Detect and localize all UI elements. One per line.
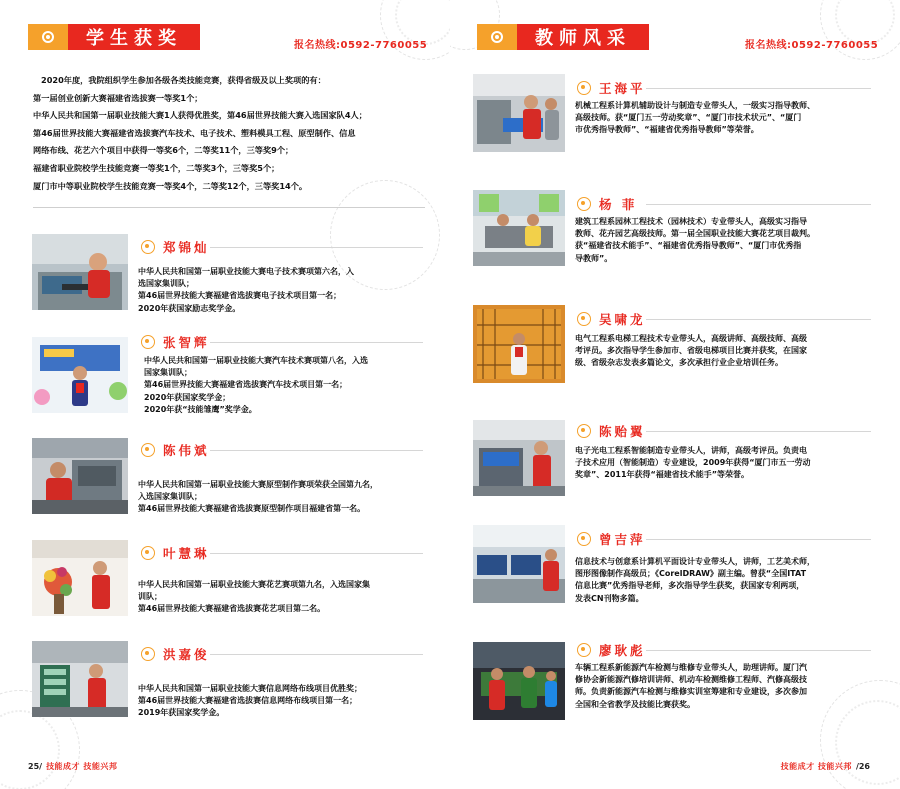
target-icon <box>577 197 591 211</box>
header-target-icon <box>477 24 517 50</box>
teacher-description <box>575 100 815 137</box>
teacher-photo <box>473 642 565 720</box>
teacher-description <box>575 445 811 482</box>
teacher-name: 王海平 <box>599 81 646 96</box>
teacher-name: 陈贻翼 <box>599 424 646 439</box>
description-line: 子技术应用（智能制造）专业建设，2009年获得“厦门市五一劳动 <box>575 458 811 468</box>
teacher-name-row <box>577 642 646 658</box>
intro-line: 福建省职业院校学生技能竞赛一等奖1个，二等奖3个，三等奖5个； <box>33 162 280 173</box>
intro-line: 中华人民共和国第一届职业技能大赛1人获得优胜奖，第46届世界技能大赛入选国家队4人； <box>33 110 367 121</box>
description-line: 选国家集训队； <box>138 279 194 289</box>
description-line: 2020年获“技能雏鹰”奖学金。 <box>144 404 257 414</box>
right-page <box>450 0 900 789</box>
name-underline <box>646 319 871 320</box>
name-underline <box>210 450 423 451</box>
description-line: 中华人民共和国第一届职业技能大赛信息网络布线项目优胜奖； <box>138 684 362 693</box>
description-line: 中华人民共和国第一届职业技能大赛电子技术赛项第六名，入 <box>138 267 354 276</box>
description-line: 中华人民共和国第一届职业技能大赛花艺赛项第九名，入选国家集 <box>138 580 370 589</box>
student-photo <box>32 234 128 310</box>
name-underline <box>210 654 423 655</box>
name-underline <box>210 342 423 343</box>
target-icon <box>141 647 155 661</box>
target-icon <box>141 335 155 349</box>
header-target-icon <box>28 24 68 50</box>
target-icon <box>141 443 155 457</box>
description-line: 级、省级杂志发表多篇论文，多次承担行业企业培训任务。 <box>575 358 783 368</box>
student-name-row <box>141 646 210 662</box>
page-footer-right <box>781 761 870 772</box>
student-name: 郑锦灿 <box>163 240 210 255</box>
student-description <box>144 355 368 416</box>
description-line: 考评员。多次指导学生参加市、省级电梯项目比赛并获奖，在国家 <box>575 346 807 356</box>
description-line: 第46届世界技能大赛福建省选拔赛汽车技术项目第一名； <box>144 380 348 390</box>
intro-line: 第一届创业创新大赛福建省选拔赛一等奖1个； <box>33 92 203 103</box>
target-icon <box>577 643 591 657</box>
description-line: 第46届世界技能大赛福建省选拔赛电子技术项目第一名； <box>138 291 342 301</box>
description-line: 导教师”。 <box>575 253 613 263</box>
teacher-name: 曾吉萍 <box>599 532 646 547</box>
teacher-photo <box>473 525 565 603</box>
description-line: 2020年获国家励志奖学金。 <box>138 303 241 313</box>
student-photo <box>32 438 128 514</box>
description-line: 市优秀指导教师”、“福建省优秀指导教师”等荣誉。 <box>575 125 759 135</box>
footer-slogan: 技能成才 技能兴邦 <box>780 762 852 771</box>
intro-line: 厦门市中等职业院校学生技能竞赛一等奖4个，二等奖12个，三等奖14个。 <box>33 180 308 191</box>
description-line: 电气工程系电梯工程技术专业带头人，高级讲师、高级技师、高级 <box>575 334 807 343</box>
student-name: 张智辉 <box>163 335 210 350</box>
page-number: /26 <box>855 762 870 771</box>
description-line: 信息比赛”优秀指导老师，多次指导学生获奖，获国家专利两项， <box>575 581 805 591</box>
description-line: 电子光电工程系智能制造专业带头人，讲师，高级考评员。负责电 <box>575 446 807 455</box>
intro-line: 2020年度，我院组织学生参加各级各类技能竞赛，获得省级及以上奖项的有： <box>41 75 326 85</box>
target-icon <box>577 312 591 326</box>
section-title: 教师风采 <box>517 24 649 50</box>
description-line: 中华人民共和国第一届职业技能大赛原型制作赛项荣获全国第九名， <box>138 480 378 489</box>
name-underline <box>210 553 423 554</box>
student-name: 陈伟斌 <box>163 443 210 458</box>
description-line: 训队； <box>138 592 162 602</box>
student-description <box>138 579 370 616</box>
student-description <box>138 683 362 720</box>
name-underline <box>646 204 871 205</box>
hotline: 报名热线:0592-7760055 <box>745 40 879 51</box>
student-name-row <box>141 545 210 561</box>
description-line: 图形图像制作高级员；《CorelDRAW》副主编。曾获“全国ITAT <box>575 569 807 579</box>
teacher-photo <box>473 305 565 383</box>
name-underline <box>646 539 871 540</box>
description-line: 发表CN刊物多篇。 <box>575 593 644 603</box>
student-awards-header <box>28 24 200 50</box>
target-icon <box>577 81 591 95</box>
student-photo <box>32 540 128 616</box>
page-footer-left <box>28 761 117 772</box>
target-icon <box>577 532 591 546</box>
teacher-name-row <box>577 311 646 327</box>
page-number: 25/ <box>28 762 43 771</box>
target-icon <box>141 546 155 560</box>
description-line: 全国和全省教学及技能比赛获奖。 <box>575 699 695 709</box>
teacher-showcase-header <box>477 24 649 50</box>
name-underline <box>210 247 423 248</box>
description-line: 教师、花卉园艺高级技师。第一届全国职业技能大赛花艺项目裁判。 <box>575 229 815 239</box>
teacher-description <box>575 662 807 711</box>
description-line: 车辆工程系新能源汽车检测与维修专业带头人，助理讲师。厦门汽 <box>575 663 807 672</box>
teacher-name-row <box>577 80 646 96</box>
student-name: 叶慧琳 <box>163 546 210 561</box>
student-name-row <box>141 442 210 458</box>
name-underline <box>646 431 871 432</box>
teacher-name: 吴啸龙 <box>599 312 646 327</box>
teacher-photo <box>473 74 565 152</box>
student-description <box>138 266 354 315</box>
teacher-description <box>575 556 815 605</box>
description-line: 修协会新能源汽修培训讲师、机动车检测维修工程师、汽修高级技 <box>575 675 807 685</box>
description-line: 第46届世界技能大赛福建省选拔赛花艺项目第二名。 <box>138 604 326 614</box>
teacher-photo <box>473 190 565 266</box>
name-underline <box>646 650 871 651</box>
target-icon <box>141 240 155 254</box>
awards-intro <box>33 72 429 195</box>
teacher-name-row <box>577 423 646 439</box>
footer-slogan: 技能成才 技能兴邦 <box>46 762 118 771</box>
target-icon <box>577 424 591 438</box>
description-line: 入选国家集训队； <box>138 492 202 502</box>
description-line: 师。负责新能源汽车检测与维修实训室筹建和专业建设，多次参加 <box>575 687 807 697</box>
description-line: 第46届世界技能大赛福建省选拔赛信息网络布线项目第一名； <box>138 696 358 706</box>
hotline: 报名热线:0592-7760055 <box>294 40 428 51</box>
student-name-row <box>141 239 210 255</box>
student-photo <box>32 337 128 413</box>
description-line: 高级技师。获“厦门五一劳动奖章”、“厦门市技术状元”、“厦门 <box>575 113 802 123</box>
intro-line: 第46届世界技能大赛福建省选拔赛汽车技术、电子技术、塑料模具工程、原型制作、信息 <box>33 127 356 138</box>
description-line: 国家集训队； <box>144 368 192 378</box>
description-line: 奖章”、2011年获得“福建省技术能手”等荣誉。 <box>575 470 750 480</box>
description-line: 中华人民共和国第一届职业技能大赛汽车技术赛项第八名，入选 <box>144 356 368 365</box>
student-description <box>138 479 378 516</box>
teacher-name: 廖耿彪 <box>599 643 646 658</box>
student-name: 洪嘉俊 <box>163 647 210 662</box>
description-line: 2020年获国家奖学金； <box>144 392 231 402</box>
description-line: 机械工程系计算机辅助设计与制造专业带头人，一级实习指导教师、 <box>575 101 815 110</box>
section-title: 学生获奖 <box>68 24 200 50</box>
teacher-name-row <box>577 531 646 547</box>
description-line: 建筑工程系园林工程技术（园林技术）专业带头人，高级实习指导 <box>575 217 807 226</box>
teacher-description <box>575 216 815 265</box>
student-photo <box>32 641 128 717</box>
description-line: 2019年获国家奖学金。 <box>138 708 225 718</box>
student-name-row <box>141 334 210 350</box>
description-line: 第46届世界技能大赛福建省选拔赛原型制作项目福建省第一名。 <box>138 504 366 514</box>
intro-line: 网络布线、花艺六个项目中获得一等奖6个，二等奖11个，三等奖9个； <box>33 145 294 156</box>
description-line: 信息技术与创意系计算机平面设计专业带头人，讲师，工艺美术师， <box>575 557 815 566</box>
section-divider <box>33 207 425 208</box>
teacher-name-row <box>577 196 637 212</box>
teacher-description <box>575 333 807 370</box>
description-line: 获“福建省技术能手”、“福建省优秀指导教师”、“厦门市优秀指 <box>575 241 802 251</box>
teacher-name: 杨 菲 <box>599 197 638 212</box>
teacher-photo <box>473 420 565 496</box>
name-underline <box>646 88 871 89</box>
